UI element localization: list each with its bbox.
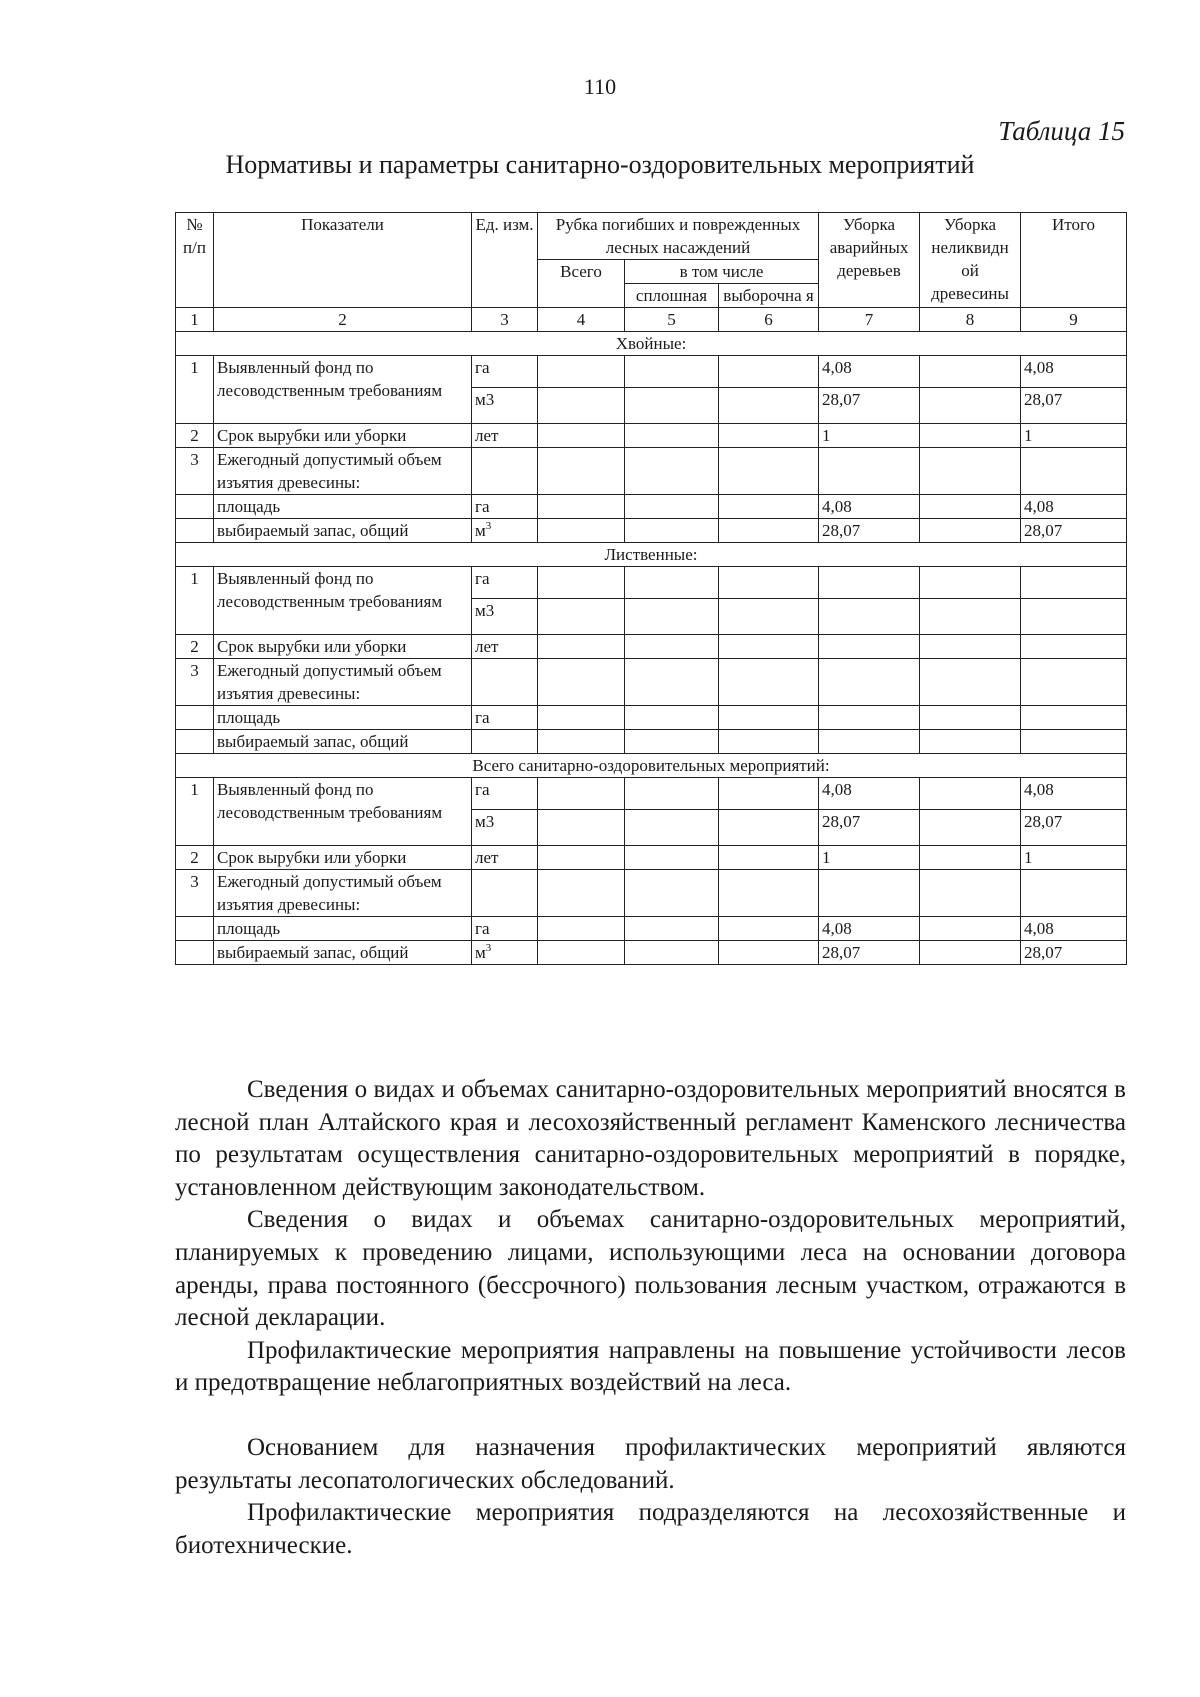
section-header-row [176,332,1127,356]
empty-cell [625,659,719,706]
unit-cell: м3 [472,388,538,424]
empty-cell [625,519,719,543]
row-label: Срок вырубки или уборки [214,424,472,448]
empty-cell [719,424,819,448]
table-row [176,424,1127,448]
unit-cell: лет [472,846,538,870]
row-label: Выявленный фонд по лесоводственным требованиям [214,356,472,424]
empty-cell [920,356,1021,388]
empty-cell [1021,870,1127,917]
empty-cell [538,424,625,448]
row-label: Ежегодный допустимый объем изъятия древесины: [214,448,472,495]
table-row [176,519,1127,543]
unit-superscript: 3 [485,520,492,532]
unit-cell: м3 [472,810,538,846]
table-row [176,846,1127,870]
norms-table [175,212,1127,965]
header-illiquid: Уборка неликвидн ой древесины [920,213,1021,308]
value-total: 4,08 [1021,495,1127,519]
empty-cell [819,870,920,917]
empty-cell [625,706,719,730]
value-emergency: 28,07 [819,810,920,846]
row-number: 2 [176,846,214,870]
empty-cell [625,448,719,495]
empty-cell [625,870,719,917]
col-number: 9 [1021,308,1127,332]
row-number: 1 [176,567,214,635]
unit-cell: лет [472,635,538,659]
paragraph: Профилактические мероприятия подразделяются на лесохозяйственные и биотехнические. [175,1499,1126,1559]
empty-cell [819,448,920,495]
header-including: в том числе [625,260,819,284]
header-unit: Ед. изм. [472,213,538,308]
row-number [176,495,214,519]
header-selective: выборочна я [719,284,819,308]
value-emergency: 28,07 [819,388,920,424]
empty-cell [538,659,625,706]
empty-cell [719,846,819,870]
empty-cell [538,706,625,730]
empty-cell [1021,448,1127,495]
empty-cell [625,730,719,754]
value-total: 28,07 [1021,941,1127,965]
value-total: 1 [1021,424,1127,448]
header-num: № п/п [176,213,214,308]
unit-text: м [475,521,486,540]
header-clear: сплошная [625,284,719,308]
empty-cell [920,424,1021,448]
table-label: Таблица 15 [998,116,1125,146]
row-label: площадь [214,917,472,941]
row-label: выбираемый запас, общий [214,519,472,543]
page-number: 110 [583,74,617,99]
value-total: 28,07 [1021,388,1127,424]
empty-cell [625,846,719,870]
empty-cell [920,567,1021,599]
row-label: Ежегодный допустимый объем изъятия древесины: [214,659,472,706]
row-number: 2 [176,424,214,448]
row-number: 1 [176,356,214,424]
empty-cell [538,778,625,810]
value-emergency: 4,08 [819,356,920,388]
section-title: Всего санитарно-оздоровительных мероприятий: [176,754,1127,778]
empty-cell [719,388,819,424]
empty-cell [719,567,819,599]
empty-cell [920,810,1021,846]
empty-cell [538,388,625,424]
row-label: выбираемый запас, общий [214,941,472,965]
empty-cell [538,870,625,917]
row-number [176,941,214,965]
row-label: выбираемый запас, общий [214,730,472,754]
empty-cell [625,567,719,599]
empty-cell [920,388,1021,424]
col-number: 6 [719,308,819,332]
unit-cell [472,730,538,754]
value-total [1021,599,1127,635]
empty-cell [472,448,538,495]
value-total: 4,08 [1021,778,1127,810]
paragraph: Сведения о видах и объемах санитарно-оздоровительных мероприятий вносятся в лесной план Алтайского края и лесохозяйственный регламент Каменского лесничества по результатам осуществления санитарно-оздоровительных мероприятий в порядке, установленном действующим законодательством. [175,1076,1126,1201]
section-title: Лиственные: [176,543,1127,567]
unit-cell [472,941,538,965]
empty-cell [719,356,819,388]
table-row [176,448,1127,495]
empty-cell [538,448,625,495]
table-row [176,659,1127,706]
empty-cell [719,659,819,706]
empty-cell [719,778,819,810]
empty-cell [920,846,1021,870]
empty-cell [538,495,625,519]
empty-cell [819,659,920,706]
table-row [176,870,1127,917]
col-number: 7 [819,308,920,332]
col-number: 5 [625,308,719,332]
unit-cell: га [472,495,538,519]
value-total: 4,08 [1021,356,1127,388]
header-row [176,213,1127,260]
table-row [176,917,1127,941]
table-row [176,567,1127,599]
section-header-row [176,754,1127,778]
value-emergency: 1 [819,846,920,870]
table-row [176,495,1127,519]
value-total [1021,635,1127,659]
row-number [176,917,214,941]
unit-text: м [475,943,486,962]
value-total [1021,706,1127,730]
empty-cell [920,519,1021,543]
empty-cell [719,730,819,754]
unit-cell: га [472,917,538,941]
empty-cell [538,846,625,870]
empty-cell [625,635,719,659]
unit-cell: м3 [472,599,538,635]
value-emergency: 1 [819,424,920,448]
unit-cell: га [472,778,538,810]
empty-cell [538,917,625,941]
empty-cell [538,730,625,754]
row-number: 3 [176,659,214,706]
value-emergency: 28,07 [819,941,920,965]
col-number: 4 [538,308,625,332]
row-number: 3 [176,870,214,917]
header-indicators: Показатели [214,213,472,308]
empty-cell [472,870,538,917]
empty-cell [719,599,819,635]
table-row [176,778,1127,810]
empty-cell [719,495,819,519]
empty-cell [920,659,1021,706]
value-total [1021,730,1127,754]
empty-cell [538,356,625,388]
col-number: 1 [176,308,214,332]
value-emergency: 4,08 [819,495,920,519]
empty-cell [538,635,625,659]
value-emergency [819,635,920,659]
empty-cell [719,917,819,941]
row-number: 2 [176,635,214,659]
empty-cell [719,448,819,495]
row-label: площадь [214,706,472,730]
empty-cell [625,495,719,519]
empty-cell [538,810,625,846]
empty-cell [625,424,719,448]
header-total: Итого [1021,213,1127,308]
unit-cell [472,519,538,543]
col-number: 3 [472,308,538,332]
empty-cell [920,635,1021,659]
empty-cell [538,567,625,599]
paragraph: Сведения о видах и объемах санитарно-оздоровительных мероприятий, планируемых к проведению лицами, использующими леса на основании договора аренды, права постоянного (бессрочного) пользования лесным участком, отражаются в лесной декларации. [175,1206,1126,1332]
table-row [176,356,1127,388]
row-number [176,706,214,730]
value-emergency [819,599,920,635]
empty-cell [920,778,1021,810]
empty-cell [472,659,538,706]
row-number [176,730,214,754]
empty-cell [625,356,719,388]
empty-cell [538,941,625,965]
section-header-row [176,543,1127,567]
value-total [1021,567,1127,599]
empty-cell [625,810,719,846]
header-felling: Рубка погибших и поврежденных лесных насаждений [538,213,819,260]
empty-cell [719,810,819,846]
header-emergency: Уборка аварийных деревьев [819,213,920,308]
value-total: 28,07 [1021,810,1127,846]
empty-cell [719,519,819,543]
value-emergency: 28,07 [819,519,920,543]
row-label: Выявленный фонд по лесоводственным требованиям [214,778,472,846]
empty-cell [625,917,719,941]
empty-cell [920,870,1021,917]
table-row [176,635,1127,659]
table-row [176,730,1127,754]
row-label: Ежегодный допустимый объем изъятия древесины: [214,870,472,917]
empty-cell [920,706,1021,730]
empty-cell [920,448,1021,495]
empty-cell [538,519,625,543]
unit-cell: га [472,706,538,730]
unit-cell: лет [472,424,538,448]
unit-superscript: 3 [485,942,492,954]
unit-cell: га [472,356,538,388]
empty-cell [920,495,1021,519]
col-number: 2 [214,308,472,332]
paragraph: Основанием для назначения профилактических мероприятий являются результаты лесопатологических обследований. [175,1433,1126,1494]
empty-cell [538,599,625,635]
unit-cell: га [472,567,538,599]
value-emergency: 4,08 [819,778,920,810]
col-number: 8 [920,308,1021,332]
column-numbers-row [176,308,1127,332]
table-row [176,941,1127,965]
header-total-felling: Всего [538,260,625,308]
value-emergency: 4,08 [819,917,920,941]
row-label: Срок вырубки или уборки [214,635,472,659]
table-title: Нормативы и параметры санитарно-оздоровительных мероприятий [225,150,975,179]
empty-cell [1021,659,1127,706]
body-text [175,1074,1126,1562]
empty-cell [625,941,719,965]
empty-cell [920,599,1021,635]
row-label: Срок вырубки или уборки [214,846,472,870]
table-row [176,706,1127,730]
empty-cell [920,730,1021,754]
row-label: Выявленный фонд по лесоводственным требованиям [214,567,472,635]
value-total: 1 [1021,846,1127,870]
value-total: 28,07 [1021,519,1127,543]
empty-cell [920,941,1021,965]
empty-cell [625,778,719,810]
empty-cell [719,635,819,659]
row-number: 3 [176,448,214,495]
section-title: Хвойные: [176,332,1127,356]
row-number: 1 [176,778,214,846]
row-number [176,519,214,543]
value-total: 4,08 [1021,917,1127,941]
value-emergency [819,567,920,599]
row-label: площадь [214,495,472,519]
empty-cell [719,706,819,730]
empty-cell [625,599,719,635]
empty-cell [625,388,719,424]
empty-cell [920,917,1021,941]
paragraph: Профилактические мероприятия направлены на повышение устойчивости лесов и предотвращение неблагоприятных воздействий на леса. [175,1336,1126,1397]
empty-cell [719,870,819,917]
empty-cell [719,941,819,965]
value-emergency [819,730,920,754]
value-emergency [819,706,920,730]
